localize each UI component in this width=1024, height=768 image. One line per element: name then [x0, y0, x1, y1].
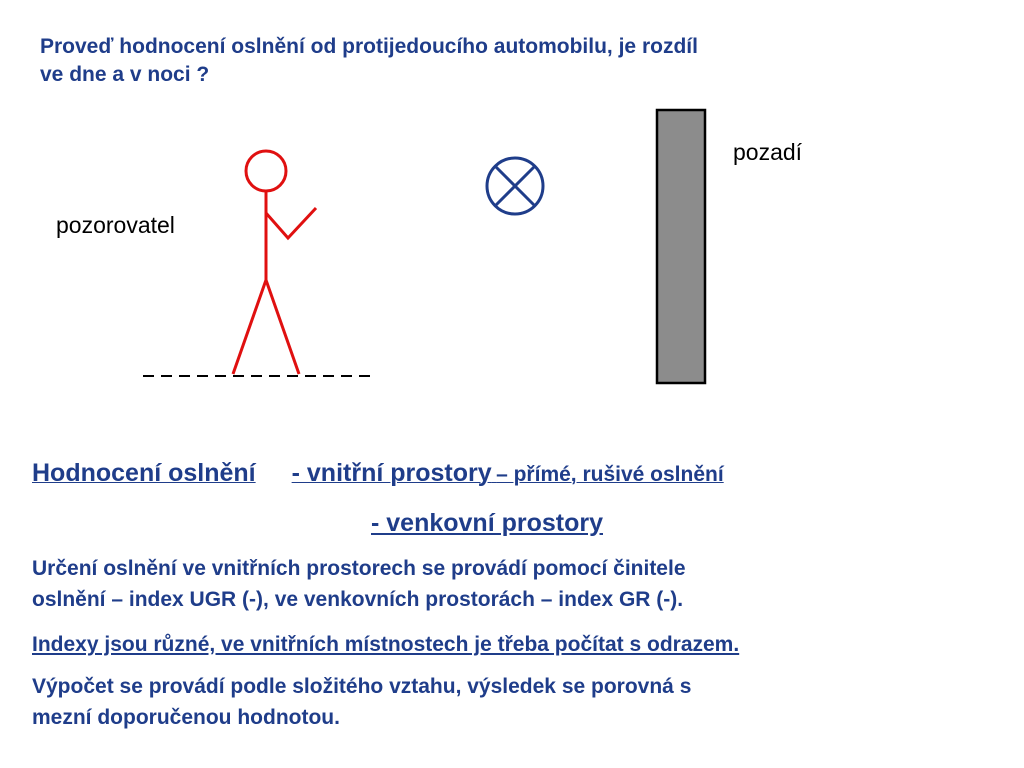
- paragraph-ugr-line-1: Určení oslnění ve vnitřních prostorech se provádí pomocí činitele: [32, 557, 686, 580]
- paragraph-ugr: [32, 553, 992, 615]
- indoor-detail: – přímé, rušivé oslnění: [496, 463, 724, 486]
- title-line-2: ve dne a v noci ?: [40, 63, 210, 86]
- title-line-1: Proveď hodnocení oslnění od protijedoucího automobilu, je rozdíl: [40, 35, 698, 58]
- background-wall: [657, 110, 705, 383]
- paragraph-ugr-line-2: oslnění – index UGR (-), ve venkovních prostorách – index GR (-).: [32, 588, 684, 611]
- paragraph-calculation-line-1: Výpočet se provádí podle složitého vztahu, výsledek se porovná s: [32, 675, 692, 698]
- evaluation-heading-row: [32, 459, 724, 488]
- observer-leg-left: [233, 280, 266, 374]
- observer-figure: [233, 151, 316, 374]
- outdoor-spaces: - venkovní prostory: [371, 509, 603, 537]
- evaluation-heading: Hodnocení oslnění: [32, 459, 256, 487]
- paragraph-calculation: [32, 671, 992, 733]
- indoor-spaces: - vnitřní prostory: [291, 459, 492, 487]
- paragraph-indexes: Indexy jsou různé, ve vnitřních místnostech je třeba počítat s odrazem.: [32, 633, 740, 656]
- observer-leg-right: [266, 280, 299, 374]
- lamp-symbol: [487, 158, 543, 214]
- background-label: pozadí: [733, 139, 803, 165]
- observer-arm: [266, 208, 316, 238]
- paragraph-calculation-line-2: mezní doporučenou hodnotou.: [32, 706, 340, 729]
- observer-label: pozorovatel: [56, 212, 175, 238]
- observer-head: [246, 151, 286, 191]
